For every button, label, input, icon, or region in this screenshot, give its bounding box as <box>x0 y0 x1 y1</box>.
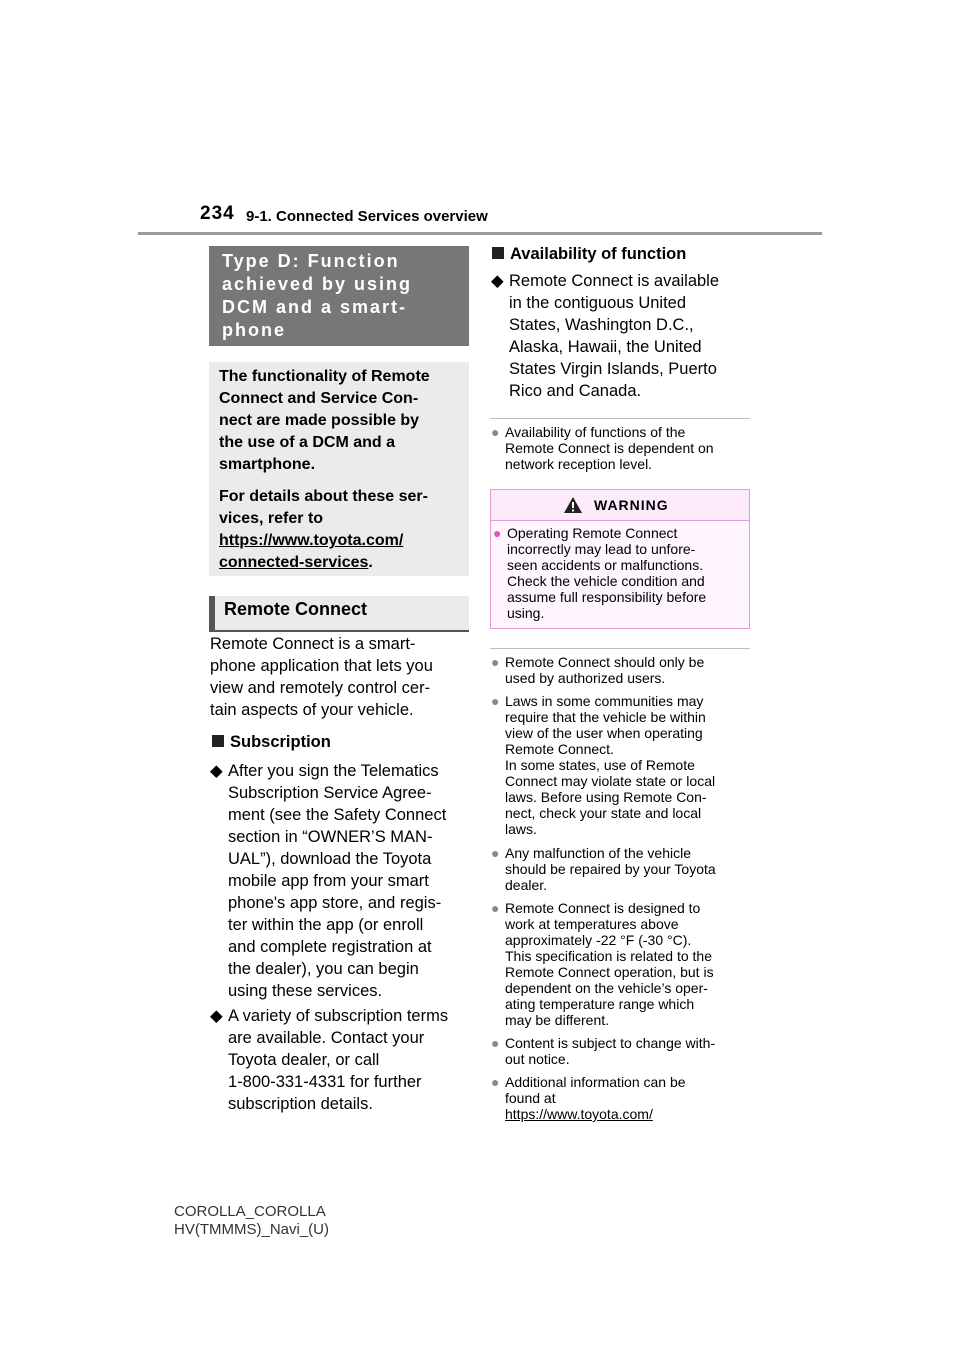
circle-bullet-icon: ● <box>493 525 502 541</box>
connected-services-link[interactable]: https://www.toyota.com/ <box>219 532 404 549</box>
desc-line: tain aspects of your vehicle. <box>210 701 414 719</box>
note-line: nect, check your state and local <box>505 805 702 821</box>
note-text <box>505 900 714 1028</box>
note-text <box>505 1074 686 1122</box>
bullet-line: ter within the app (or enroll <box>228 916 424 934</box>
warning-box <box>490 489 750 629</box>
note-text <box>505 654 704 686</box>
availability-heading-text: Availability of function <box>510 245 687 263</box>
circle-bullet-icon: ● <box>491 1074 500 1090</box>
bullet-line: and complete registration at <box>228 938 432 956</box>
bullet-line: section in “OWNER’S MAN- <box>228 828 433 846</box>
list-item <box>210 1005 472 1120</box>
warning-header <box>491 490 749 521</box>
bullet-line: States, Washington D.C., <box>509 316 694 334</box>
list-item <box>491 654 753 688</box>
page-number: 234 <box>200 203 235 224</box>
bullet-line: Subscription Service Agree- <box>228 784 432 802</box>
square-bullet-icon <box>492 247 504 259</box>
note-line: Remote Connect is designed to <box>505 900 701 916</box>
bullet-line: are available. Contact your <box>228 1029 425 1047</box>
note-line: Any malfunction of the vehicle <box>505 845 691 861</box>
note-line: using. <box>507 605 545 621</box>
diamond-bullet-icon: ◆ <box>210 1007 223 1025</box>
bullet-line: UAL”), download the Toyota <box>228 850 432 868</box>
note-line: assume full responsibility before <box>507 589 707 605</box>
warning-title: WARNING <box>594 497 669 513</box>
warning-body <box>491 521 749 628</box>
bullet-line: in the contiguous United <box>509 294 687 312</box>
note-line: This specification is related to the <box>505 948 712 964</box>
note-line: Laws in some communities may <box>505 693 704 709</box>
warning-item <box>493 525 748 625</box>
type-d-title-line: DCM and a smart- <box>222 297 408 317</box>
note-text <box>507 525 706 621</box>
note-line: view of the user when operating <box>505 725 703 741</box>
remote-connect-heading: Remote Connect <box>209 596 469 630</box>
note-line: may be different. <box>505 1012 610 1028</box>
square-bullet-icon <box>212 735 224 747</box>
divider <box>490 418 750 419</box>
info-line: smartphone. <box>219 456 316 473</box>
bullet-line: A variety of subscription terms <box>228 1007 449 1025</box>
bullet-line: phone's app store, and regis- <box>228 894 442 912</box>
note-line: ating temperature range which <box>505 996 695 1012</box>
note-line: require that the vehicle be within <box>505 709 706 725</box>
circle-bullet-icon: ● <box>491 693 500 709</box>
divider <box>490 648 750 649</box>
note-line: Remote Connect is dependent on <box>505 440 714 456</box>
list-item <box>491 1035 753 1069</box>
note-line: Remote Connect should only be <box>505 654 705 670</box>
list-item <box>491 1074 753 1126</box>
subscription-heading-text: Subscription <box>230 733 331 751</box>
info-line: Connect and Service Con- <box>219 390 419 407</box>
type-d-title-box <box>209 246 469 346</box>
info-line: The functionality of Remote <box>219 368 430 385</box>
desc-line: phone application that lets you <box>210 657 433 675</box>
bullet-line: 1-800-331-4331 for further <box>228 1073 422 1091</box>
note-line: found at <box>505 1090 556 1106</box>
note-line: network reception level. <box>505 456 653 472</box>
list-item <box>491 270 753 405</box>
footer <box>174 1203 329 1239</box>
header-rule <box>138 232 822 235</box>
note-line: Remote Connect. <box>505 741 614 757</box>
note-line: In some states, use of Remote <box>505 757 695 773</box>
bullet-line: States Virgin Islands, Puerto <box>509 360 717 378</box>
note-line: laws. <box>505 821 537 837</box>
list-item <box>210 760 472 1010</box>
info-line: vices, refer to <box>219 510 324 527</box>
note-line: dealer. <box>505 877 548 893</box>
note-line: Remote Connect operation, but is <box>505 964 714 980</box>
footer-line: HV(TMMMS)_Navi_(U) <box>174 1221 329 1238</box>
bullet-line: using these services. <box>228 982 383 1000</box>
note-line: Content is subject to change with- <box>505 1035 716 1051</box>
info-para-2 <box>219 486 459 574</box>
circle-bullet-icon: ● <box>491 1035 500 1051</box>
note-text <box>505 693 715 837</box>
note-line: Check the vehicle condition and <box>507 573 705 589</box>
type-d-title-line: achieved by using <box>222 274 413 294</box>
note-line: work at temperatures above <box>505 916 679 932</box>
note-line: Connect may violate state or local <box>505 773 716 789</box>
bullet-line: subscription details. <box>228 1095 373 1113</box>
bullet-line: ment (see the Safety Connect <box>228 806 447 824</box>
note-text <box>505 424 714 472</box>
link-suffix: . <box>368 554 373 571</box>
heading-rule <box>209 630 469 632</box>
warning-triangle-icon <box>563 496 583 514</box>
bullet-line: the dealer), you can begin <box>228 960 419 978</box>
diamond-bullet-icon: ◆ <box>210 762 223 780</box>
bullet-text <box>228 1005 448 1115</box>
note-line: out notice. <box>505 1051 570 1067</box>
bullet-line: Rico and Canada. <box>509 382 642 400</box>
list-item <box>491 900 753 1030</box>
note-line: dependent on the vehicle’s oper- <box>505 980 708 996</box>
note-line: used by authorized users. <box>505 670 666 686</box>
toyota-link[interactable]: https://www.toyota.com/ <box>505 1106 653 1122</box>
footer-line: COROLLA_COROLLA <box>174 1203 326 1220</box>
note-text <box>505 845 716 893</box>
bullet-line: mobile app from your smart <box>228 872 429 890</box>
note-line: incorrectly may lead to unfore- <box>507 541 696 557</box>
circle-bullet-icon: ● <box>491 900 500 916</box>
type-d-title-line: phone <box>222 320 286 340</box>
note-text <box>505 1035 715 1067</box>
bullet-line: Toyota dealer, or call <box>228 1051 380 1069</box>
list-item <box>491 693 753 839</box>
circle-bullet-icon: ● <box>491 845 500 861</box>
info-line: For details about these ser- <box>219 488 428 505</box>
type-d-title-line: Type D: Function <box>222 251 400 271</box>
note-line: seen accidents or malfunctions. <box>507 557 704 573</box>
note-line: should be repaired by your Toyota <box>505 861 716 877</box>
list-item <box>491 845 753 895</box>
availability-note <box>491 424 753 474</box>
note-line: Operating Remote Connect <box>507 525 678 541</box>
section-title: 9-1. Connected Services overview <box>246 208 488 225</box>
remote-connect-description <box>210 633 472 721</box>
note-line: laws. Before using Remote Con- <box>505 789 707 805</box>
note-line: Availability of functions of the <box>505 424 686 440</box>
circle-bullet-icon: ● <box>491 654 500 670</box>
desc-line: Remote Connect is a smart- <box>210 635 416 653</box>
bullet-line: Alaska, Hawaii, the United <box>509 338 702 356</box>
subscription-heading <box>212 731 331 753</box>
info-box <box>209 362 469 576</box>
note-line: Additional information can be <box>505 1074 686 1090</box>
note-line: approximately -22 °F (-30 °C). <box>505 932 692 948</box>
availability-heading <box>492 243 686 265</box>
bullet-text <box>228 760 446 1002</box>
desc-line: view and remotely control cer- <box>210 679 431 697</box>
circle-bullet-icon: ● <box>491 424 500 440</box>
bullet-line: After you sign the Telematics <box>228 762 439 780</box>
connected-services-link-cont[interactable]: connected-services <box>219 554 369 571</box>
bullet-line: Remote Connect is available <box>509 272 720 290</box>
diamond-bullet-icon: ◆ <box>491 272 504 290</box>
info-line: the use of a DCM and a <box>219 434 396 451</box>
info-line: nect are made possible by <box>219 412 420 429</box>
bullet-text <box>509 270 719 402</box>
info-para-1 <box>219 366 459 476</box>
